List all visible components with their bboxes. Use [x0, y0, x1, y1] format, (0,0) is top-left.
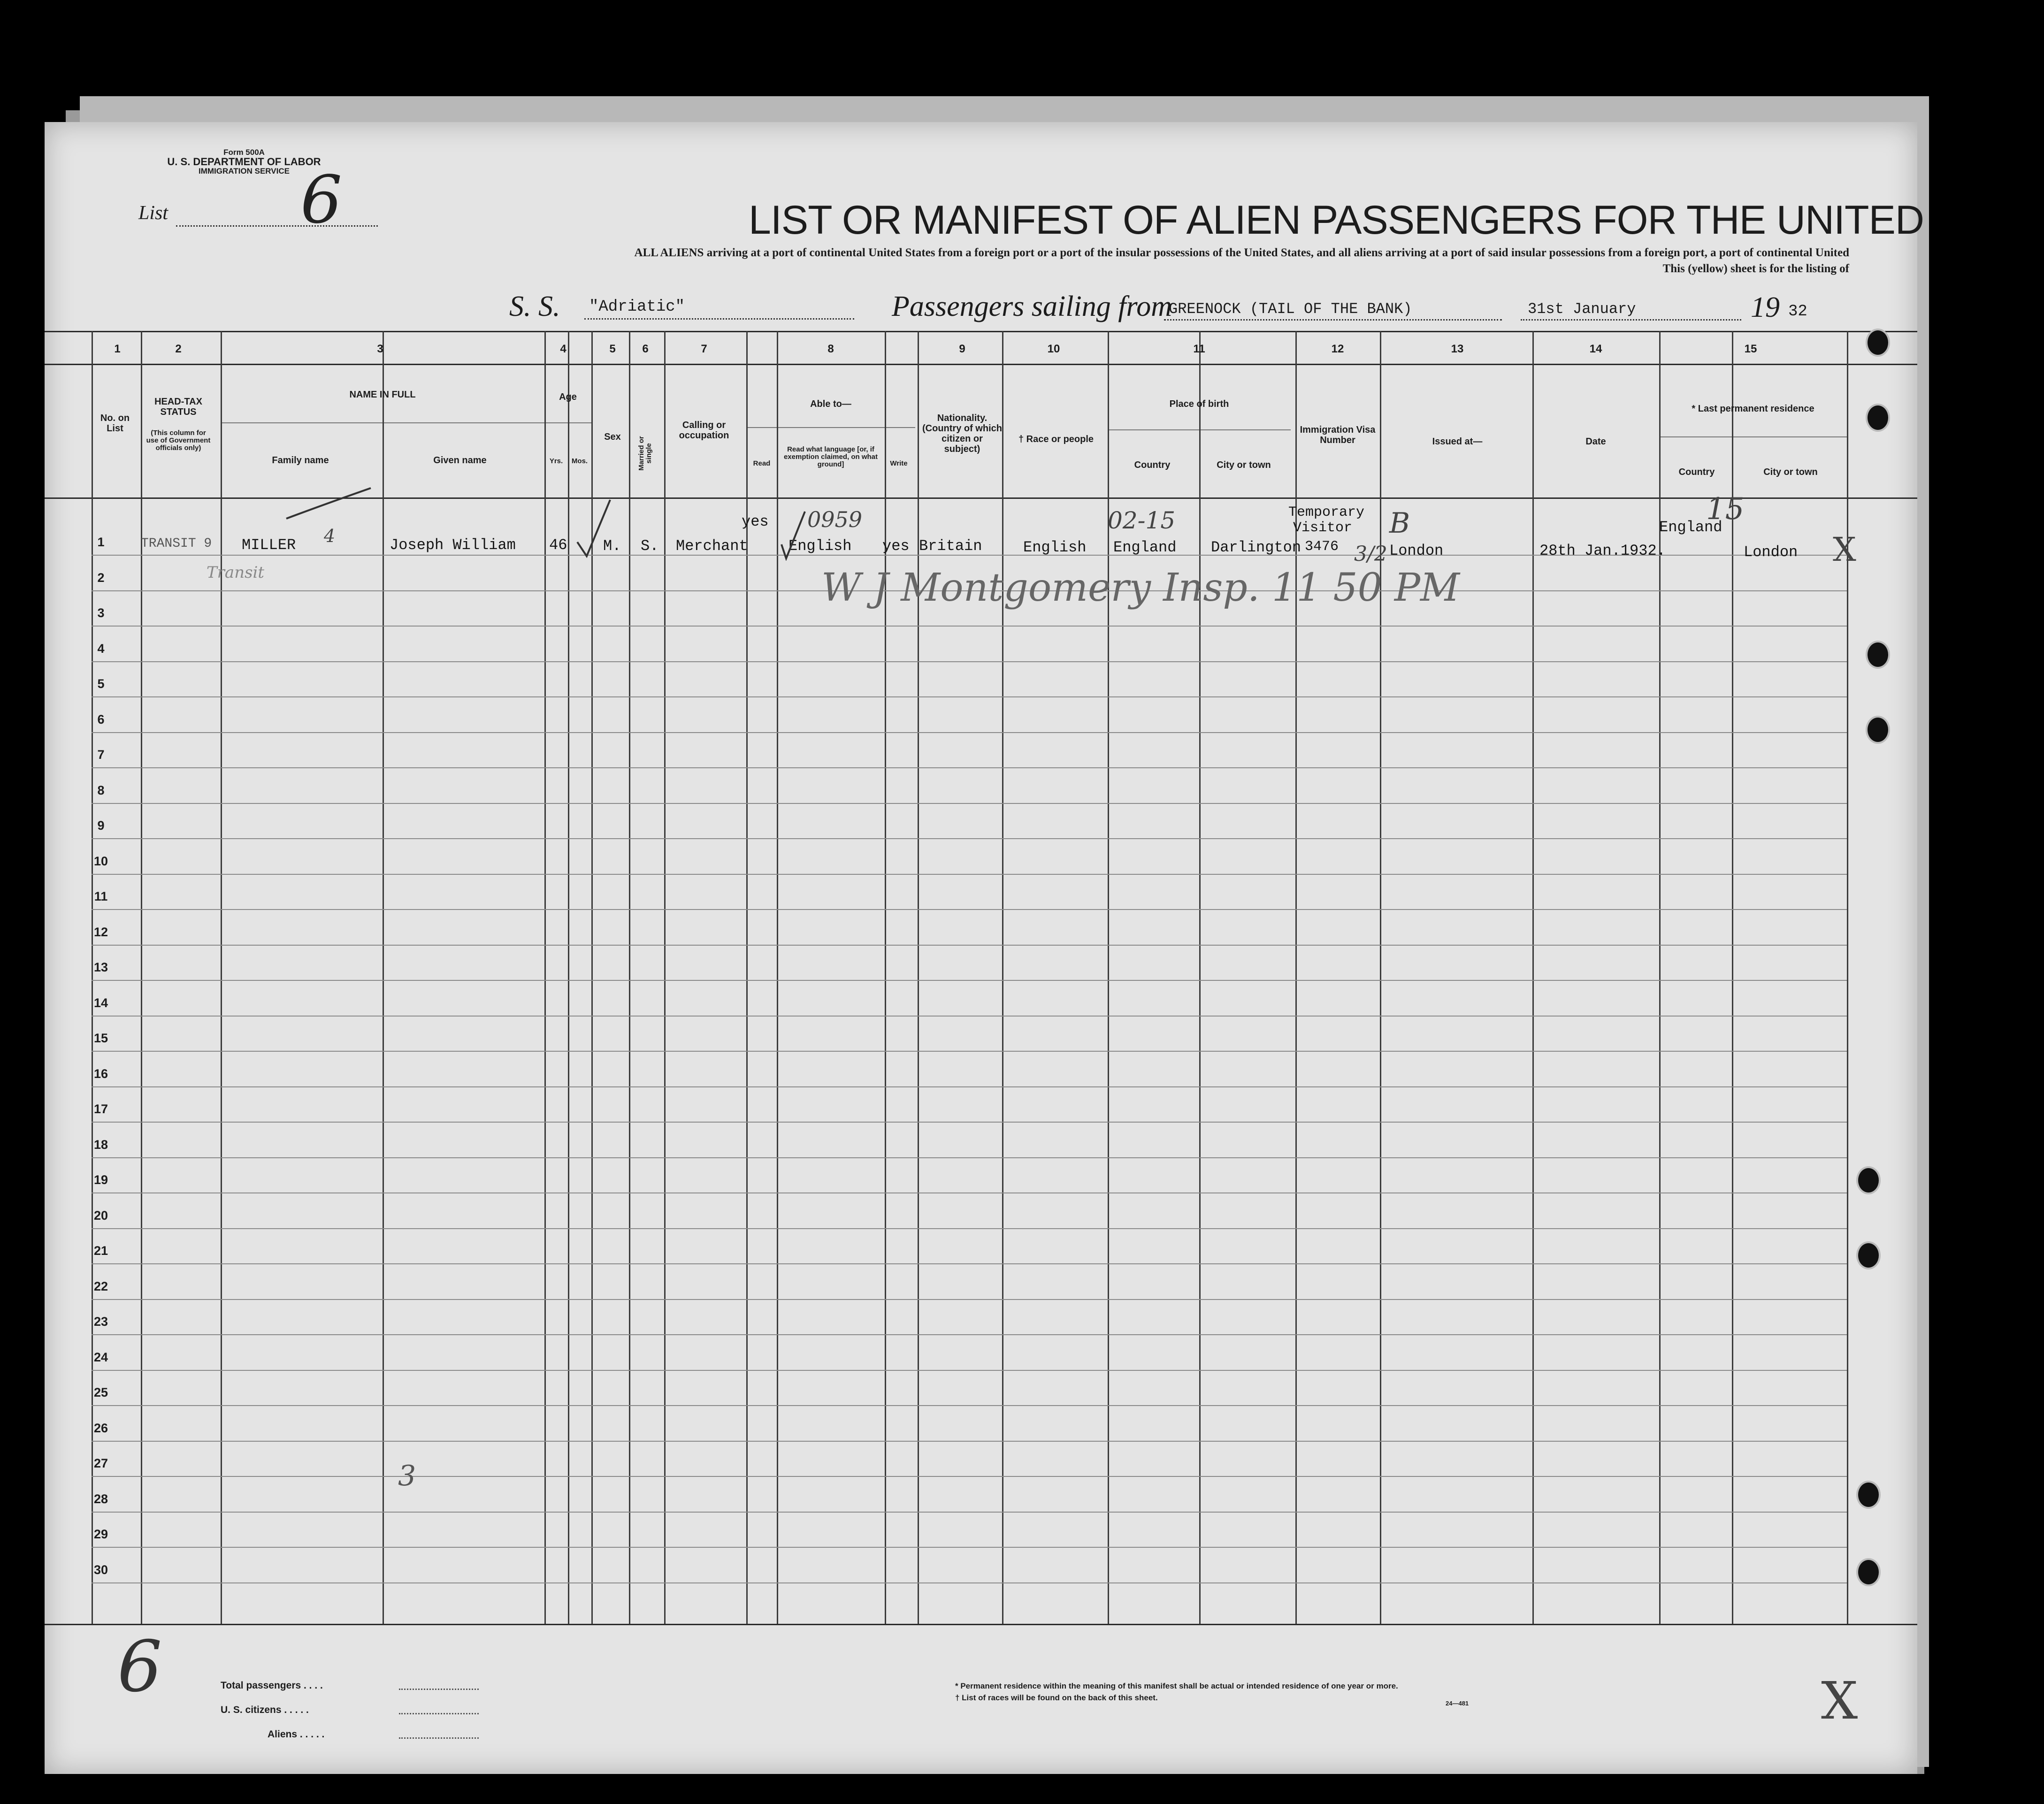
column-number: 4	[560, 343, 567, 355]
column-number: 8	[827, 343, 834, 355]
year-suffix: 32	[1788, 303, 1807, 321]
column-rule	[1002, 331, 1003, 1624]
header-sex: Sex	[604, 432, 621, 442]
occupation: Merchant	[676, 537, 748, 555]
issue-date: 28th Jan.1932.	[1539, 542, 1666, 559]
column-number: 15	[1744, 343, 1757, 355]
column-number: 9	[959, 343, 965, 355]
row-rule	[92, 1299, 1847, 1300]
header-family-name: Family name	[272, 455, 329, 466]
binder-hole	[1856, 1241, 1881, 1269]
binder-hole	[1866, 716, 1890, 744]
row-rule	[92, 1122, 1847, 1123]
check-mark-icon	[575, 497, 612, 558]
column-number: 14	[1589, 343, 1602, 355]
binder-hole	[1866, 641, 1890, 669]
column-number: 10	[1047, 343, 1060, 355]
ship-name: "Adriatic"	[589, 298, 685, 316]
row-rule	[92, 1512, 1847, 1513]
port-underline	[1164, 319, 1502, 321]
column-rule	[1380, 331, 1381, 1624]
total-passengers-label: Total passengers . . . .	[221, 1680, 323, 1691]
header-occupation: Calling or occupation	[679, 420, 729, 441]
row-rule	[92, 661, 1847, 662]
column-number: 5	[609, 343, 616, 355]
column-rule	[1199, 331, 1201, 1624]
binder-hole	[1856, 1166, 1881, 1194]
row-rule	[92, 803, 1847, 804]
row-rule	[92, 1370, 1847, 1371]
row-number: 14	[93, 995, 108, 1010]
row-number: 26	[93, 1421, 108, 1435]
row-rule	[92, 1086, 1847, 1087]
total-passengers-line	[399, 1689, 479, 1690]
date-underline	[1521, 319, 1741, 321]
header-no-on-list: No. on List	[100, 413, 130, 434]
column-number-rule	[45, 364, 1917, 365]
handwritten-family-mark: 4	[324, 526, 336, 546]
head-tax-status: TRANSIT 9	[141, 536, 212, 551]
binder-hole	[1856, 1481, 1881, 1509]
row-number: 5	[97, 677, 105, 691]
row-number: 23	[93, 1315, 108, 1329]
header-write: Write	[890, 459, 908, 467]
handwritten-corner-x: X	[1821, 1671, 1858, 1731]
given-name: Joseph William	[390, 536, 516, 554]
column-number: 3	[377, 343, 383, 355]
sailing-date: 31st January	[1528, 300, 1636, 318]
column-rule	[918, 331, 919, 1624]
column-rule	[664, 331, 666, 1624]
row-rule	[92, 1441, 1847, 1442]
row-number: 27	[93, 1456, 108, 1470]
header-residence-city: City or town	[1763, 467, 1818, 477]
header-able-to: Able to—	[810, 399, 851, 409]
handwritten-row-x: X	[1833, 530, 1856, 569]
row-number: 9	[97, 818, 105, 833]
handwritten-issued-mark: B	[1389, 507, 1410, 540]
subtitle-line-1: ALL ALIENS arriving at a port of continental United States from a foreign port or a port of the insular possessions of the United States, and all aliens arriving at a port of said insular possessions from a foreign port, a port of continental United	[634, 246, 1849, 259]
can-write: yes	[882, 537, 910, 555]
sex: M.	[603, 537, 621, 555]
row-rule	[92, 1228, 1847, 1229]
handwritten-residence-mark: 15	[1706, 492, 1745, 527]
header-visa-number: Immigration Visa Number	[1300, 425, 1376, 445]
header-race: † Race or people	[1018, 434, 1094, 444]
can-read: yes	[742, 513, 769, 530]
row-rule	[92, 1582, 1847, 1583]
year-prefix: 19	[1751, 291, 1780, 323]
ss-label: S. S.	[509, 290, 560, 322]
column-number: 13	[1451, 343, 1464, 355]
residence-city: London	[1744, 543, 1798, 561]
row-number: 4	[97, 641, 105, 656]
residence-country: England	[1659, 519, 1722, 536]
list-number: 6	[300, 162, 343, 238]
family-name: MILLER	[242, 536, 296, 554]
header-residence-country: Country	[1678, 467, 1715, 477]
column-number: 11	[1193, 343, 1205, 355]
birth-city: Darlington	[1211, 539, 1301, 556]
marital-status: S.	[641, 537, 659, 555]
form-code: 24—481	[1446, 1700, 1469, 1707]
handwritten-birth-mark: 02-15	[1108, 507, 1176, 534]
column-number: 1	[114, 343, 121, 355]
subtitle-line-2: This (yellow) sheet is for the listing of	[1662, 262, 1849, 275]
header-read-language: Read what language [or, if exemption claimed, on what ground]	[783, 445, 878, 468]
us-citizens-line	[399, 1713, 479, 1714]
row-number: 28	[93, 1491, 108, 1506]
column-rule	[383, 331, 384, 1624]
birth-country: England	[1113, 539, 1177, 556]
aliens-line	[399, 1737, 479, 1739]
header-head-tax-note: (This column for use of Government officials only)	[146, 429, 211, 452]
row-rule	[92, 1476, 1847, 1477]
column-number: 12	[1331, 343, 1344, 355]
check-mark-icon	[282, 486, 375, 523]
header-years: Yrs.	[549, 457, 563, 465]
column-rule	[777, 331, 778, 1624]
row-number: 20	[93, 1208, 108, 1223]
sailing-label: Passengers sailing from	[892, 290, 1172, 322]
row-number: 8	[97, 783, 105, 797]
aliens-label: Aliens . . . . .	[268, 1729, 325, 1740]
manifest-sheet	[45, 122, 1917, 1774]
ship-underline	[584, 318, 854, 320]
row-number: 22	[93, 1279, 108, 1293]
nationality: Britain	[919, 537, 982, 555]
row-rule	[92, 874, 1847, 875]
header-name-in-full: NAME IN FULL	[349, 390, 416, 400]
language: English	[789, 537, 852, 555]
row-rule	[92, 732, 1847, 733]
list-underline	[176, 225, 378, 227]
handwritten-head-tax-mark: Transit	[207, 563, 265, 582]
row-rule	[92, 838, 1847, 839]
row-rule	[92, 909, 1847, 910]
age-years: 46	[549, 536, 567, 554]
row-rule	[92, 1016, 1847, 1017]
header-issued-at: Issued at—	[1432, 436, 1483, 447]
column-number: 7	[701, 343, 707, 355]
issued-at: London	[1389, 542, 1444, 559]
column-rule	[221, 331, 222, 1624]
row-rule	[92, 1157, 1847, 1158]
binder-hole	[1866, 329, 1890, 357]
row-number: 16	[93, 1066, 108, 1081]
row-rule	[92, 1334, 1847, 1335]
handwritten-stray-mark: 3	[398, 1460, 416, 1492]
inspector-signature: W J Montgomery Insp. 11 50 PM	[821, 566, 1460, 610]
column-rule	[141, 331, 142, 1624]
department-name: U. S. DEPARTMENT OF LABOR	[167, 156, 321, 168]
row-rule	[92, 945, 1847, 946]
row-rule	[92, 980, 1847, 981]
row-rule	[92, 1263, 1847, 1264]
footnote-races: † List of races will be found on the back of this sheet.	[955, 1693, 1158, 1702]
column-rule	[629, 331, 630, 1624]
row-number: 13	[93, 960, 108, 974]
row-number: 15	[93, 1031, 108, 1045]
list-label: List	[138, 202, 168, 224]
handwritten-language-mark: 0959	[807, 507, 863, 532]
header-nationality: Nationality. (Country of which citizen or subject)	[922, 413, 1002, 454]
header-married-or-single: Married or single	[637, 436, 653, 471]
row-number: 2	[97, 570, 105, 585]
handwritten-visa-mark: 3/2	[1354, 542, 1387, 566]
page-subtitle	[408, 245, 1849, 277]
departure-port: GREENOCK (TAIL OF THE BANK)	[1169, 300, 1412, 318]
us-citizens-label: U. S. citizens . . . . .	[221, 1705, 309, 1715]
row-rule	[92, 1192, 1847, 1193]
row-number: 17	[93, 1102, 108, 1116]
column-rule	[885, 331, 886, 1624]
column-rule	[1847, 331, 1848, 1624]
row-number: 12	[93, 925, 108, 939]
binder-hole	[1856, 1558, 1881, 1586]
header-birth-country: Country	[1134, 460, 1171, 470]
able-subheader-rule	[746, 427, 915, 428]
column-rule	[544, 331, 546, 1624]
table-bottom-rule	[45, 1624, 1917, 1625]
row-number: 7	[97, 748, 105, 762]
row-rule	[92, 1405, 1847, 1406]
table-top-rule	[45, 331, 1917, 332]
row-number: 6	[97, 712, 105, 726]
row-rule	[92, 626, 1847, 627]
visa-line-2: Visitor	[1293, 520, 1353, 536]
race: English	[1023, 539, 1087, 556]
header-given-name: Given name	[433, 455, 487, 466]
visa-line-1: Temporary	[1288, 505, 1365, 520]
service-name: IMMIGRATION SERVICE	[199, 167, 290, 176]
header-read: Read	[753, 459, 771, 467]
header-place-of-birth: Place of birth	[1169, 399, 1229, 409]
form-number: Form 500A	[223, 148, 265, 157]
header-head-tax: HEAD-TAX STATUS	[154, 397, 202, 417]
row-number: 3	[97, 606, 105, 620]
binder-hole	[1866, 404, 1890, 432]
row-rule	[92, 1051, 1847, 1052]
row-number: 18	[93, 1137, 108, 1152]
check-mark-icon	[779, 509, 807, 561]
row-number: 29	[93, 1527, 108, 1541]
row-number: 25	[93, 1385, 108, 1399]
column-number: 2	[175, 343, 182, 355]
row-rule	[92, 767, 1847, 768]
handwritten-margin-mark: 6	[117, 1626, 162, 1708]
header-age: Age	[559, 392, 577, 402]
header-date: Date	[1585, 436, 1606, 447]
visa-number: 3476	[1305, 539, 1339, 555]
column-rule	[568, 331, 569, 1624]
footnote-residence: * Permanent residence within the meaning of this manifest shall be actual or intended residence of one year or more.	[955, 1682, 1398, 1690]
row-rule	[92, 696, 1847, 697]
row-number: 24	[93, 1350, 108, 1364]
row-number: 19	[93, 1173, 108, 1187]
row-number: 10	[93, 854, 108, 868]
residence-subheader-rule	[1659, 436, 1847, 437]
row-number: 21	[93, 1244, 108, 1258]
row-rule	[92, 1547, 1847, 1548]
header-last-residence: * Last permanent residence	[1692, 404, 1814, 414]
header-birth-city: City or town	[1217, 460, 1271, 470]
row-number: 11	[94, 889, 108, 903]
column-number: 6	[642, 343, 649, 355]
row-number: 1	[97, 535, 105, 549]
column-rule	[1532, 331, 1534, 1624]
header-months: Mos.	[571, 457, 588, 465]
row-number: 30	[93, 1562, 108, 1577]
page-title: LIST OR MANIFEST OF ALIEN PASSENGERS FOR THE UNITED	[749, 198, 1924, 243]
